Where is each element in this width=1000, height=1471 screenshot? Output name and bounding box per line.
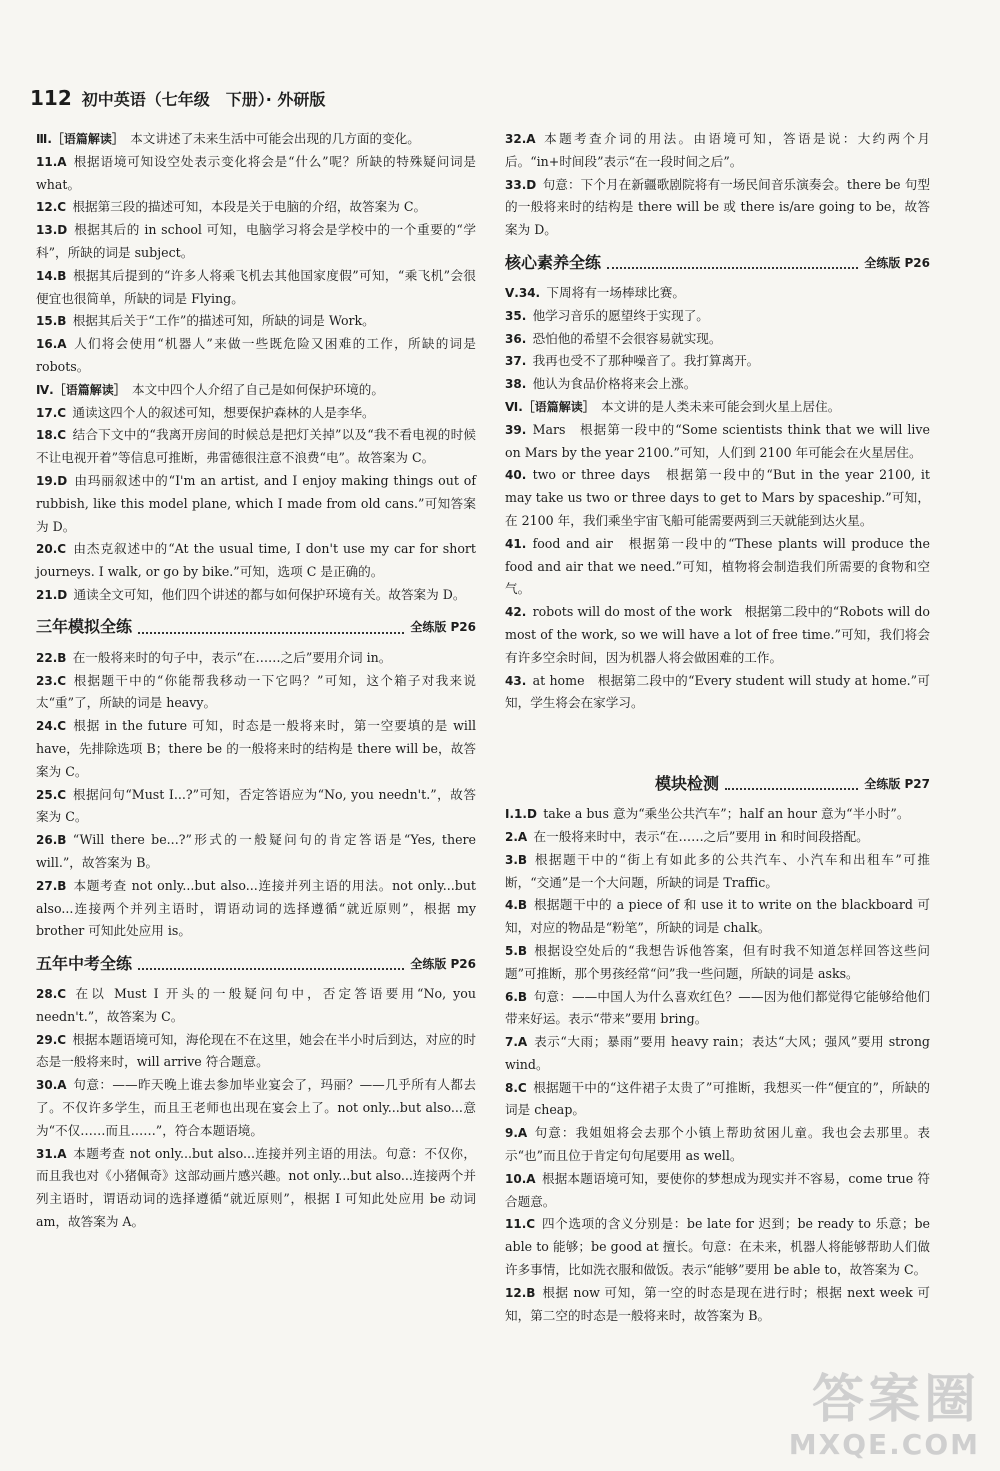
answer-text: 根据题干中的“这件裙子太贵了”可推断，我想买一件“便宜的”，所缺的词是 cheap。 [505,1079,930,1118]
question-number: 23.C [36,673,67,688]
section-heading [505,769,930,799]
answer-item [505,601,930,669]
answer-text: 根据设空处后的“我想告诉他答案，但有时我不知道怎样回答这些问题”可推断，那个男孩经常“问”我一些问题，所缺的词是 asks。 [505,942,930,981]
answer-text: 他学习音乐的愿望终于实现了。 [532,307,709,323]
question-number: 12.C [36,200,67,215]
answer-text: 本题考查介词的用法。由语境可知，答语是说：大约两个月后。“in+时间段”表示“在一段时间之后”。 [505,131,930,169]
answer-item [505,419,930,465]
question-number: 28.C [36,987,67,1002]
answer-item [36,875,476,943]
question-number: 35. [505,308,527,323]
question-number: 17.C [36,405,67,420]
answer-item [505,803,930,826]
question-number: 7.A [505,1035,528,1050]
answer-text: at home 根据第二段中的“Every student will study at home.”可知，学生将会在家学习。 [505,672,930,711]
question-number: 34. [518,285,541,300]
answer-item [505,1122,930,1168]
question-number: 22.B [36,650,67,665]
section-page-ref: 全练版 P26 [864,255,930,270]
answer-text: 本题考查 not only...but also...连接并列主语的用法。句意：不仅你，而且我也对《小猪佩奇》这部动画片感兴趣。not only...but also...连接两个并列主语时，谓语动词的选择遵循“就近原则”，根据 I 可知此处应用 be 动词 am，故答案为 A。 [36,1145,476,1230]
answer-item [36,424,476,470]
page-header [30,86,630,116]
answer-item [36,983,476,1029]
answer-item [36,647,476,670]
question-number: 10.A [505,1171,536,1186]
answer-item [505,1077,930,1123]
answer-item [505,282,930,305]
answer-text: 根据 now 可知，第一空的时态是现在进行时；根据 next week 可知，第二空的时态是一般将来时，故答案为 B。 [505,1284,930,1323]
question-number: 43. [505,673,527,688]
answer-text: 根据 in the future 可知，时态是一般将来时，第一空要填的是 will have，先排除选项 B；there be 的一般将来时的结构是 there will be，故答案为 C。 [36,718,476,779]
answer-item [505,533,930,601]
answer-item [505,396,930,419]
book-title: 初中英语（七年级 下册）· 外研版 [81,90,326,109]
answer-item [505,464,930,532]
answer-text: 由杰克叙述中的“At the usual time, I don't use my car for short journeys. I walk, or go by bike.”可知，选项 C 是正确的。 [36,541,476,580]
answer-text: 根据本题语境可知，海伦现在不在这里，她会在半小时后到达，对应的时态是一般将来时，will arrive 符合题意。 [36,1031,476,1070]
answer-item [36,219,476,265]
part-tag: Ⅲ.［语篇解读］ [36,132,124,146]
answer-item [36,379,476,402]
answer-item [36,829,476,875]
answer-item [505,328,930,351]
section-title: 五年中考全练 [36,953,133,973]
question-number: 25.C [36,787,67,802]
section-page-ref: 全练版 P26 [410,956,476,971]
question-number: 32.A [505,132,536,146]
answer-text: “Will there be...?”形式的一般疑问句的肯定答语是“Yes, there will.”，故答案为 B。 [36,832,476,870]
answer-item [36,715,476,783]
left-column [36,128,476,1234]
answer-text: 本文讲述了未来生活中可能会出现的几方面的变化。 [130,131,420,146]
answer-text: 结合下文中的“我离开房间的时候总是把灯关掉”以及“我不看电视的时候不让电视开着”等信息可推断，弗雷德很注意不浪费“电”。故答案为 C。 [36,427,476,466]
answer-item [505,894,930,940]
answer-text: 通读全文可知，他们四个讲述的都与如何保护环境有关。故答案为 D。 [73,586,466,602]
question-number: 11.C [505,1217,536,1232]
answer-item [505,849,930,895]
question-number: 19.D [36,473,68,488]
question-number: 15.B [36,314,67,329]
question-number: 30.A [36,1078,67,1093]
answer-text: 本题考查 not only...but also...连接并列主语的用法。not only...but also...连接两个并列主语时，谓语动词的选择遵循“就近原则”，根据 my brother 可知此处应用 is。 [36,877,476,939]
answer-text: 在一般将来时中，表示“在……之后”要用 in 和时间段搭配。 [533,828,869,844]
answer-text: 句意：我姐姐将会去那个小镇上帮助贫困儿童。我也会去那里。表示“也”而且位于肯定句句尾要用 as well。 [505,1125,930,1164]
section-page-ref: 全练版 P27 [864,776,930,791]
answer-text: 在以 Must I 开头的一般疑问句中，否定答语要用“No, you needn't.”，故答案为 C。 [36,986,476,1024]
answer-item [36,196,476,219]
answer-item [36,1029,476,1075]
answer-item [36,310,476,333]
answer-text: 根据语境可知设空处表示变化将会是“什么”呢？所缺的特殊疑问词是 what。 [36,153,476,192]
answer-text: 在一般将来时的句子中，表示“在……之后”要用介词 in。 [72,649,392,665]
answer-item [505,940,930,986]
answer-item [505,305,930,328]
answer-item [505,1282,930,1328]
answer-item [505,1031,930,1077]
question-number: 2.A [505,829,528,844]
question-number: 37. [505,354,527,369]
question-number: 14.B [36,268,67,283]
answer-item [36,784,476,830]
answer-text: 四个选项的含义分别是：be late for 迟到；be ready to 乐意；be able to 能够；be good at 擅长。句意：在未来，机器人将能够帮助人们做许多事情，比如洗衣服和做饭。表示“能够”要用 be able to，故答案为 C。 [505,1216,930,1278]
answer-text: food and air 根据第一段中的“These plants will produce the food and air that we need.”可知，植物将会制造我们所需要的食物和空气。 [505,535,930,597]
question-number: 8.C [505,1080,527,1095]
answer-text: 根据其后提到的“许多人将乘飞机去其他国家度假”可知，“乘飞机”会很便宜也很简单，所缺的词是 Flying。 [36,267,476,306]
part-tag: Ⅵ.［语篇解读］ [505,399,595,414]
answer-item [36,333,476,379]
question-number: 6.B [505,989,528,1004]
answer-text: 由玛丽叙述中的“I'm an artist, and I enjoy making things out of rubbish, like this model plane, which I made from old cans.”可知答案为 D。 [36,472,476,534]
answer-text: 人们将会使用“机器人”来做一些既危险又困难的工作，所缺的词是 robots。 [36,336,476,374]
section-heading [505,248,930,278]
answer-text: 根据题干中的“你能帮我移动一下它吗？”可知，这个箱子对我来说太“重”了，所缺的词是 heavy。 [36,672,476,711]
question-number: 42. [505,605,527,620]
answer-text: robots will do most of the work 根据第二段中的“Robots will do most of the work, so we will have a lot of free time.”可知，我们将会有许多空余时间，因为机器人将会做困难的工作。 [505,604,930,665]
answer-text: 本文讲的是人类未来可能会到火星上居住。 [601,398,841,414]
question-number: 36. [505,331,527,346]
section-heading [36,949,476,979]
answer-text: 我再也受不了那种噪音了。我打算离开。 [532,353,760,369]
answer-text: 本文中四个人介绍了自己是如何保护环境的。 [132,381,384,397]
page-number: 112 [30,86,72,110]
question-number: 3.B [505,852,528,867]
answer-item [505,670,930,716]
question-number: 21.D [36,587,68,602]
answer-text: 句意：下个月在新疆歌剧院将有一场民间音乐演奏会。there be 句型的一般将来时的结构是 there will be 或 there is/are going to be，故答案为 D。 [505,176,930,238]
answer-text: two or three days 根据第一段中的“But in the year 2100, it may take us two or three days to get to Mars by spaceship.”可知，在 2100 年，我们乘坐宇宙飞船可能需要两到三天就能到达火星。 [505,467,930,528]
question-number: 38. [505,377,527,392]
question-number: 33.D [505,177,537,192]
dotted-leader [725,778,858,790]
answer-item [505,128,930,174]
answer-text: 根据其后的 in school 可知，电脑学习将会是学校中的一个重要的“学科”，所缺的词是 subject。 [36,222,476,260]
answer-text: 表示“大雨；暴雨”要用 heavy rain；表达“大风；强风”要用 strong wind。 [505,1034,930,1072]
watermark-logo: 答案圈 [811,1370,980,1430]
question-number: 20.C [36,542,67,557]
answer-item [36,584,476,607]
answer-item [505,1213,930,1281]
watermark [789,1372,980,1461]
answer-item [505,373,930,396]
answer-text: 恐怕他的希望不会很容易就实现。 [532,330,722,346]
dotted-leader [138,622,404,634]
answer-item [505,826,930,849]
question-number: 29.C [36,1032,67,1047]
question-number: 27.B [36,878,67,893]
answer-text: Mars 根据第一段中的“Some scientists think that we will live on Mars by the year 2100.”可知，人们到 2100 年可能会在火星居住。 [505,421,930,460]
answer-item [36,470,476,538]
answer-item [36,128,476,151]
section-title: 核心素养全练 [505,252,602,272]
question-number: 26.B [36,833,67,848]
watermark-url: MXQE.COM [788,1428,980,1461]
answer-text: 根据题干中的“街上有如此多的公共汽车、小汽车和出租车”可推断，“交通”是一个大问题，所缺的词是 Traffic。 [505,851,930,890]
dotted-leader [138,958,404,970]
answer-text: 句意：——昨天晚上谁去参加毕业宴会了，玛丽？——几乎所有人都去了。不仅许多学生，而且王老师也出现在宴会上了。not only...but also...意为“不仅……而且……”，符合本题语境。 [36,1077,476,1138]
answer-item [36,670,476,716]
answer-text: take a bus 意为“乘坐公共汽车”；half an hour 意为“半小时”。 [543,806,910,822]
answer-item [36,1074,476,1142]
answer-item [505,986,930,1032]
answer-item [36,265,476,311]
part-tag: Ⅴ. [505,285,519,300]
answer-text: 根据本题语境可知，要使你的梦想成为现实并不容易，come true 符合题意。 [505,1170,930,1209]
question-number: 4.B [505,898,528,913]
question-number: 41. [505,536,527,551]
answer-item [36,538,476,584]
question-number: 5.B [505,943,528,958]
question-number: 18.C [36,428,67,443]
question-number: 16.A [36,337,67,352]
part-tag: Ⅳ.［语篇解读］ [36,382,126,397]
answer-item [36,1143,476,1234]
answer-text: 根据问句“Must I...?”可知，否定答语应为“No, you needn't.”，故答案为 C。 [36,786,476,825]
right-column [505,128,930,1327]
spacer [505,715,930,763]
part-tag: Ⅰ. [505,807,515,822]
answer-item [36,402,476,425]
question-number: 11.A [36,154,67,169]
question-number: 12.B [505,1285,536,1300]
section-title: 三年模拟全练 [36,617,133,637]
answer-text: 句意：——中国人为什么喜欢红色？——因为他们都觉得它能够给他们带来好运。表示“带来”要用 bring。 [505,988,930,1027]
question-number: 40. [505,468,527,483]
answer-item [505,174,930,242]
answer-text: 下周将有一场棒球比赛。 [546,284,685,300]
answer-text: 根据第三段的描述可知，本段是关于电脑的介绍，故答案为 C。 [72,199,427,215]
question-number: 1.D [514,807,537,822]
answer-text: 根据题干中的 a piece of 和 use it to write on the blackboard 可知，对应的物品是“粉笔”，所缺的词是 chalk。 [505,897,930,936]
question-number: 39. [505,422,527,437]
answer-text: 他认为食品价格将来会上涨。 [532,376,697,392]
question-number: 9.A [505,1126,528,1141]
section-heading [36,613,476,643]
answer-item [505,1168,930,1214]
answer-item [36,151,476,197]
answer-item [505,350,930,373]
answer-text: 根据其后关于“工作”的描述可知，所缺的词是 Work。 [72,313,375,329]
section-page-ref: 全练版 P26 [410,620,476,635]
section-title: 模块检测 [655,773,720,793]
question-number: 13.D [36,223,68,238]
answer-text: 通读这四个人的叙述可知，想要保护森林的人是李华。 [72,404,375,420]
dotted-leader [607,257,858,269]
question-number: 31.A [36,1146,67,1161]
question-number: 24.C [36,719,67,734]
